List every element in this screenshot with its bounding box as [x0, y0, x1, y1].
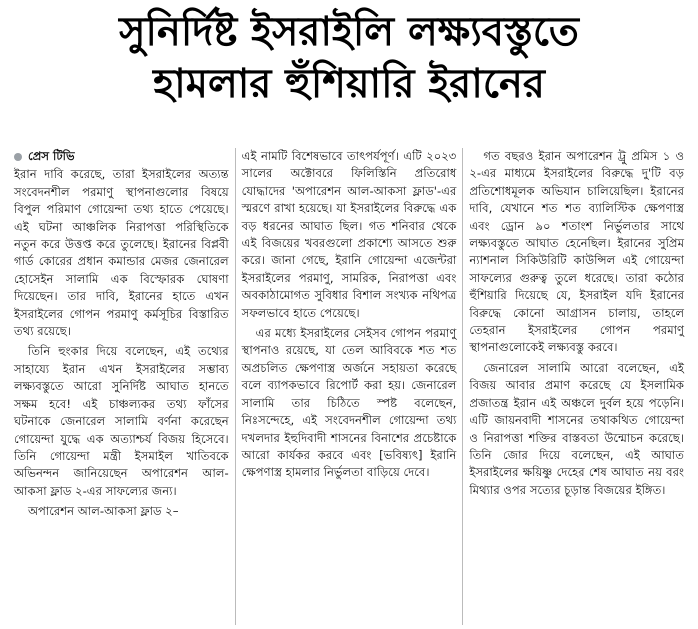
paragraph: জেনারেল সালামি আরো বলেছেন, এই বিজয় আবার প্রমাণ করেছে যে ইসলামিক প্রজাতন্ত্র ইরান এই অঞ্চলে দুর্বল হয়ে পড়েনি। এটি জায়নবাদী শাসনের তথাকথিত গোয়েন্দা ও নিরাপত্তা শক্তির বাস্তবতা উন্মোচন করেছে। তিনি জোর দিয়ে বলেছেন, এই আঘাত ইসরাইলের ক্ষয়িষ্ণু দেহের শেষ আঘাত নয় বরং মিথ্যার ওপর সত্যের চূড়ান্ত বিজয়ের ইঙ্গিত।: [469, 360, 685, 497]
headline-line-1: সুনির্দিষ্ট ইসরাইলি লক্ষ্যবস্তুতে: [119, 9, 579, 55]
paragraph: এর মধ্যে ইসরাইলের সেইসব গোপন পরমাণু স্থাপনাও রয়েছে, যা তেল আবিবকে শত শত অপ্রচলিত ক্ষেপণাস্ত্র অর্জনে সহায়তা করেছে বলে ব্যাপকভাবে রিপোর্ট করা হয়। জেনারেল সালামি তার চিঠিতে স্পষ্ট বলেছেন, নিঃসন্দেহে, এই সংবেদনশীল গোয়েন্দা তথ্য দখলদার ইহুদিবাদী শাসনের বিনাশের প্রচেষ্টাকে আরো কার্যকর করবে এবং [ভবিষ্যৎ] ইরানি ক্ষেপণাস্ত্র হামলার নির্ভুলতা বাড়িয়ে দেবে।: [241, 326, 457, 480]
column-3: [462, 148, 690, 625]
article-columns: [8, 148, 690, 625]
headline-line-2: হামলার হুঁশিয়ারি ইরানের: [153, 61, 545, 107]
paragraph: তিনি হুংকার দিয়ে বলেছেন, এই তথ্যের সাহায্যে ইরান এখন ইসরাইলের সম্ভাব্য লক্ষ্যবস্তুতে আরো সুনির্দিষ্ট আঘাত হানতে সক্ষম হবে! এই চাঞ্চল্যকর তথ্য ফাঁসের ঘটনাকে জেনারেল সালামি বর্ণনা করেছেন গোয়েন্দা যুদ্ধে এক অত্যাশ্চর্য বিজয় হিসেবে। তিনি গোয়েন্দা মন্ত্রী ইসমাইল খাতিবকে অভিনন্দন জানিয়েছেন অপারেশন আল-আকসা ফ্লাড ২-এর সাফল্যের জন্য।: [14, 344, 229, 498]
paragraph: এই নামটি বিশেষভাবে তাৎপর্যপূর্ণ। এটি ২০২৩ সালের অক্টোবরে ফিলিস্তিনি প্রতিরোধ যোদ্ধাদের 'অপারেশন আল-আকসা ফ্লাড'-এর স্মরণে রাখা হয়েছে। যা ইসরাইলের বিরুদ্ধে এক বড় ধরনের আঘাত ছিল। গত শনিবার থেকে এই বিজয়ের খবরগুলো প্রকাশ্যে আসতে শুরু করে। জানা গেছে, ইরানি গোয়েন্দা এজেন্টরা ইসরাইলের পরমাণু, সামরিক, নিরাপত্তা এবং অবকাঠামোগত সুবিধার বিশাল সংখ্যক নথিপত্র সফলভাবে হাতে পেয়েছে।: [241, 149, 457, 320]
headline: [0, 0, 698, 110]
column-1: [8, 148, 235, 625]
bullet-icon: [14, 153, 22, 161]
column-2: [235, 148, 463, 625]
byline-text: প্রেস টিভি: [28, 149, 75, 163]
paragraph: অপারেশন আল-আকসা ফ্লাড ২–: [28, 504, 179, 519]
byline: [14, 148, 229, 165]
paragraph: গত বছরও ইরান অপারেশন ট্রু প্রমিস ১ ও ২-এর মাধ্যমে ইসরাইলের বিরুদ্ধে দু'টি বড় প্রতিশোধমূলক অভিযান চালিয়েছিল। ইরানের দাবি, যেখানে শত শত ব্যালিস্টিক ক্ষেপণাস্ত্র এবং ড্রোন ৯০ শতাংশ নির্ভুলতার সাথে লক্ষ্যবস্তুতে আঘাত হেনেছিল। ইরানের সুপ্রিম ন্যাশনাল সিকিউরিটি কাউন্সিল এই গোয়েন্দা সাফল্যের গুরুত্ব তুলে ধরেছে। তারা কঠোর হুঁশিয়ারি দিয়েছে যে, ইসরাইল যদি ইরানের বিরুদ্ধে কোনো আগ্রাসন চালায়, তাহলে তেহরান ইসরাইলের গোপন পরমাণু স্থাপনাগুলোকেই লক্ষ্যবস্তু করবে।: [469, 149, 685, 355]
paragraph: ইরান দাবি করেছে, তারা ইসরাইলের অত্যন্ত সংবেদনশীল পরমাণু স্থাপনাগুলোর বিষয়ে বিপুল পরিমাণ গোয়েন্দা তথ্য হাতে পেয়েছে। এই ঘটনা আঞ্চলিক নিরাপত্তা পরিস্থিতিকে নতুন করে উত্তপ্ত করে তুলেছে। ইরানের বিপ্লবী গার্ড কোরের প্রধান কমান্ডার মেজর জেনারেল হোসেইন সালামি এক বিস্ফোরক ঘোষণা দিয়েছেন। তার দাবি, ইরানের হাতে এখন ইসরাইলের গোপন পরমাণু কর্মসূচির বিস্তারিত তথ্য রয়েছে।: [14, 167, 229, 339]
